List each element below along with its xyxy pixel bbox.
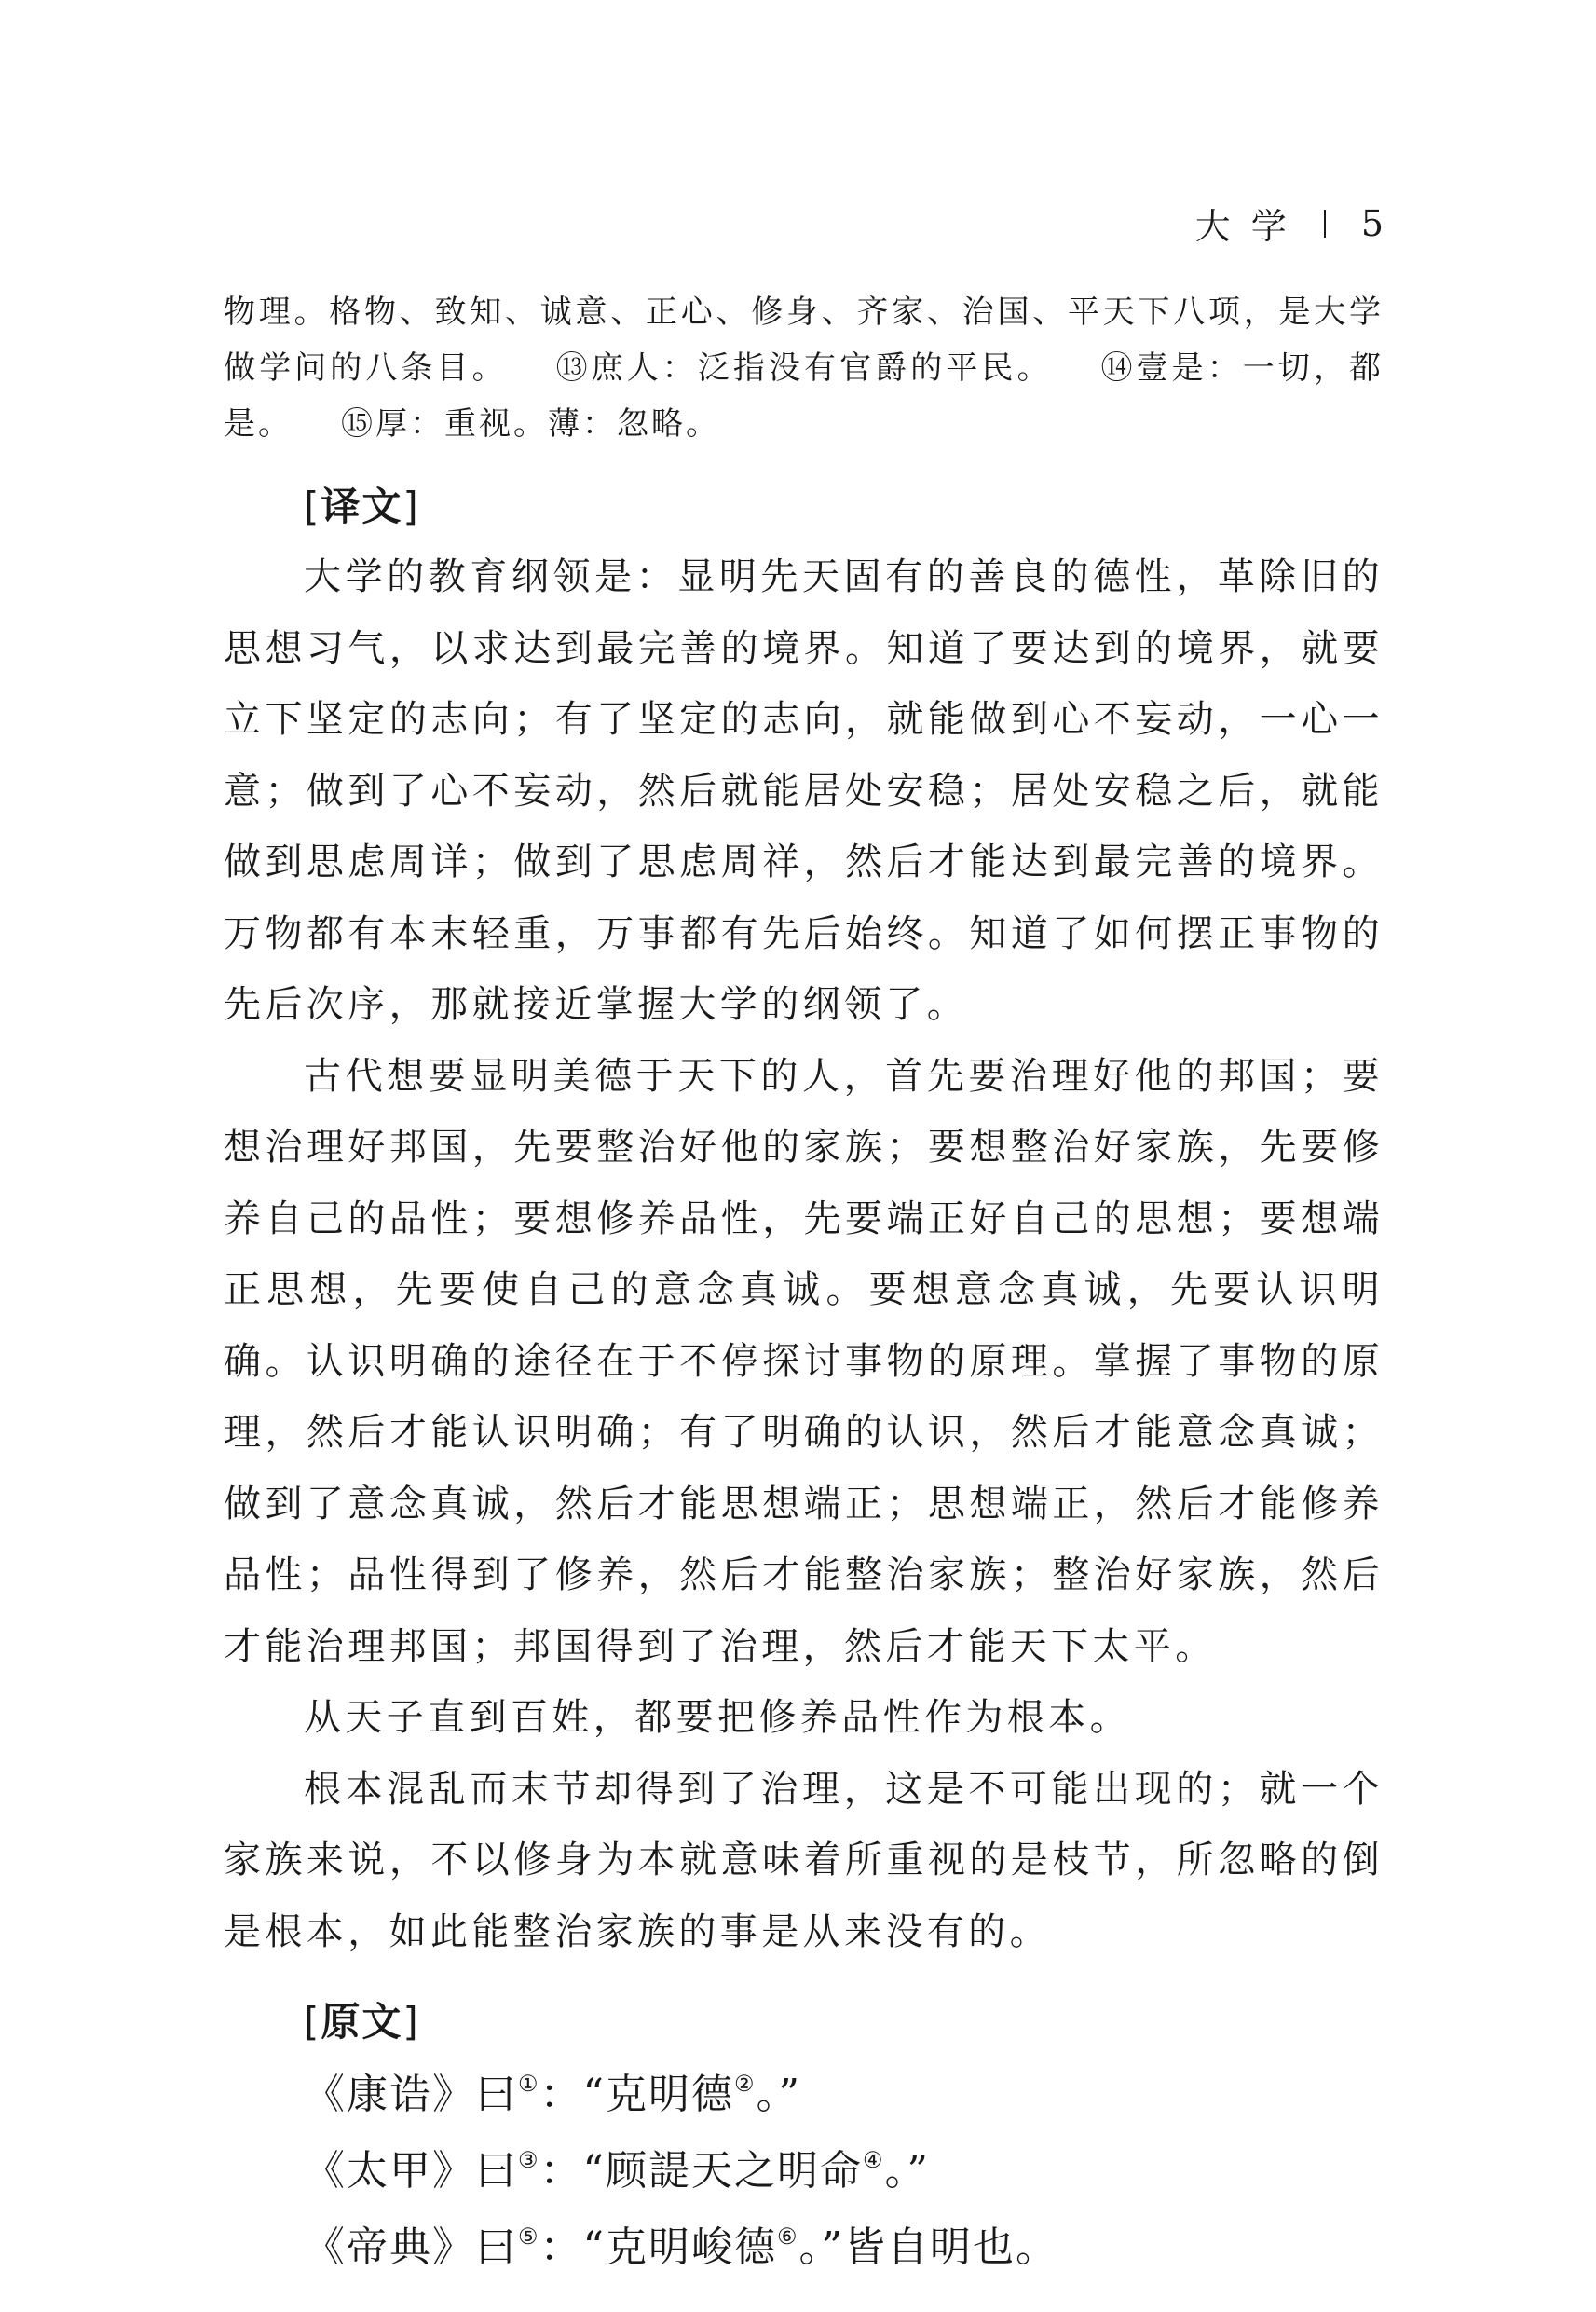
footnote-ref: ④ bbox=[863, 2147, 885, 2173]
quote-end: 。” bbox=[884, 2147, 931, 2195]
page-number: 5 bbox=[1360, 202, 1384, 244]
footnote-ref: ⑤ bbox=[518, 2223, 540, 2250]
source-title: 《太甲》曰 bbox=[304, 2147, 518, 2195]
note-text: 物理。格物、致知、诚意、正心、修身、齐家、治国、平天下八项，是大学做学问的八条目。 bbox=[224, 294, 1384, 387]
page-content bbox=[224, 284, 1384, 2286]
note-14: ⑭壹是：一切，都是。 bbox=[224, 349, 1385, 443]
quote-end: 。”皆自明也。 bbox=[798, 2223, 1059, 2271]
quote-text: ：“克明德 bbox=[539, 2071, 735, 2118]
translation-paragraph-2: 古代想要显明美德于天下的人，首先要治理好他的邦国；要想治理好邦国，先要整治好他的家族；要想整治好家族，先要修养自己的品性；要想修养品性，先要端正好自己的思想；要想端正思想，先要使自己的意念真诚。要想意念真诚，先要认识明确。认识明确的途径在于不停探讨事物的原理。掌握了事物的原理，然后才能认识明确；有了明确的认识，然后才能意念真诚；做到了意念真诚，然后才能思想端正；思想端正，然后才能修养品性；品性得到了修养，然后才能整治家族；整治好家族，然后才能治理邦国；邦国得到了治理，然后才能天下太平。 bbox=[224, 1054, 1384, 1668]
original-text-line bbox=[304, 2057, 1384, 2133]
section-heading-yuanwen: [原文] bbox=[304, 1999, 420, 2045]
source-title: 《帝典》曰 bbox=[304, 2223, 518, 2271]
source-title: 《康诰》曰 bbox=[304, 2071, 518, 2118]
quote-end: 。” bbox=[756, 2071, 802, 2118]
translation-paragraph-4: 根本混乱而末节却得到了治理，这是不可能出现的；就一个家族来说，不以修身为本就意味着所重视的是枝节，所忽略的倒是根本，如此能整治家族的事是从来没有的。 bbox=[224, 1767, 1384, 1953]
original-text-line bbox=[304, 2209, 1384, 2286]
section-heading-yiwen: [译文] bbox=[304, 484, 420, 529]
footnote-ref: ② bbox=[734, 2071, 757, 2097]
notes-block bbox=[224, 284, 1384, 452]
book-title: 大学 bbox=[1194, 206, 1307, 247]
quote-text: ：“克明峻德 bbox=[539, 2223, 778, 2271]
original-text-line bbox=[304, 2133, 1384, 2209]
heading-text: 原文 bbox=[321, 1999, 403, 2045]
note-15: ⑮厚：重视。薄：忽略。 bbox=[341, 405, 720, 443]
translation-paragraph-3: 从天子直到百姓，都要把修养品性作为根本。 bbox=[304, 1696, 1131, 1739]
note-13: ⑬庶人：泛指没有官爵的平民。 bbox=[555, 349, 1053, 387]
translation-paragraph-1: 大学的教育纲领是：显明先天固有的善良的德性，革除旧的思想习气，以求达到最完善的境界。知道了要达到的境界，就要立下坚定的志向；有了坚定的志向，就能做到心不妄动，一心一意；做到了心不妄动，然后就能居处安稳；居处安稳之后，就能做到思虑周详；做到了思虑周祥，然后才能达到最完善的境界。万物都有本末轻重，万事都有先后始终。知道了如何摆正事物的先后次序，那就接近掌握大学的纲领了。 bbox=[224, 555, 1384, 1026]
footnote-ref: ① bbox=[518, 2071, 540, 2097]
quote-text: ：“顾諟天之明命 bbox=[539, 2147, 864, 2195]
footnote-ref: ⑥ bbox=[777, 2223, 799, 2250]
header-divider bbox=[1324, 210, 1326, 238]
heading-text: 译文 bbox=[321, 484, 403, 529]
running-header bbox=[1195, 198, 1384, 249]
footnote-ref: ③ bbox=[518, 2147, 540, 2173]
